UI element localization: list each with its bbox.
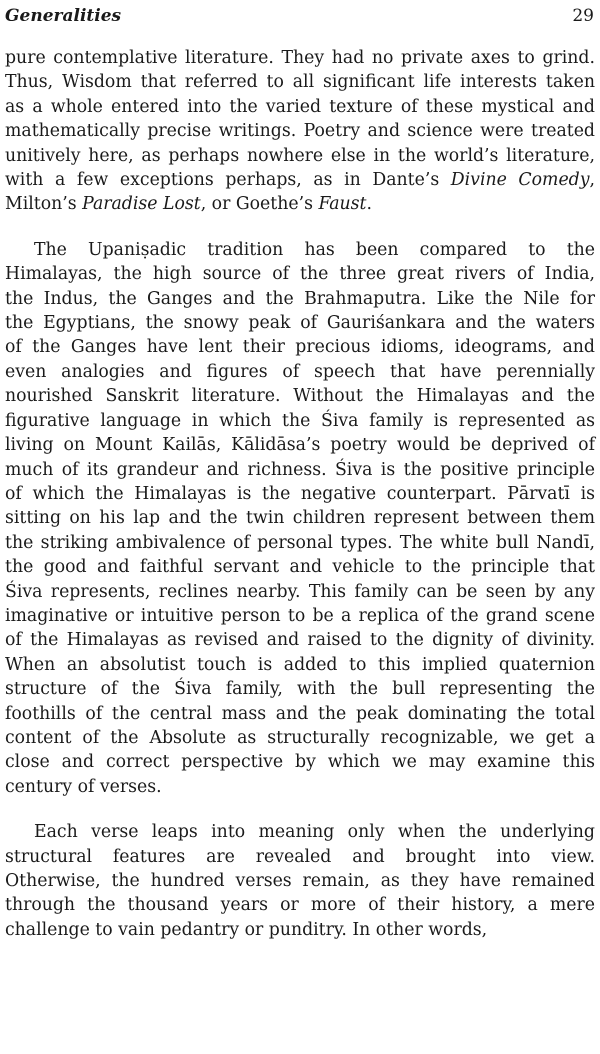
text-run: as a whole entered into the varied texture of these mystical and xyxy=(5,96,595,117)
text-run: unitively here, as perhaps nowhere else in the world’s literature, xyxy=(5,145,595,166)
chapter-title: Generalities xyxy=(5,6,122,26)
text-line xyxy=(5,70,595,94)
text-line xyxy=(5,893,595,917)
text-run: , or Goethe’s xyxy=(200,194,319,215)
text-line xyxy=(5,653,595,677)
text-run: figurative language in which the Śiva family is represented as xyxy=(5,410,595,431)
text-line xyxy=(5,677,595,701)
text-line xyxy=(5,95,595,119)
text-run: even analogies and figures of speech that have perennially xyxy=(5,361,595,382)
text-line xyxy=(5,775,595,799)
text-run: structural features are revealed and brought into view. xyxy=(5,846,595,867)
text-line xyxy=(5,726,595,750)
text-run: through the thousand years or more of their history, a mere xyxy=(5,895,595,916)
text-run: nourished Sanskrit literature. Without the Himalayas and the xyxy=(5,386,595,407)
text-run: Thus, Wisdom that referred to all significant life interests taken xyxy=(5,72,595,93)
text-line xyxy=(5,192,595,216)
text-run: with a few exceptions perhaps, as in Dante’s xyxy=(5,170,451,191)
text-line xyxy=(5,262,595,286)
text-run: imaginative or intuitive person to be a replica of the grand scene xyxy=(5,605,595,626)
text-line xyxy=(5,918,595,942)
text-run: mathematically precise writings. Poetry and science were treated xyxy=(5,121,595,142)
italic-title: Paradise Lost xyxy=(82,194,201,215)
text-run: close and correct perspective by which we may examine this xyxy=(5,752,595,773)
text-run: much of its grandeur and richness. Śiva is the positive principle xyxy=(5,459,595,480)
text-line xyxy=(5,845,595,869)
text-run: sitting on his lap and the twin children represent between them xyxy=(5,508,595,529)
text-line xyxy=(5,482,595,506)
text-run: . xyxy=(366,194,373,215)
text-run: Otherwise, the hundred verses remain, as they have remained xyxy=(5,871,595,891)
text-run: foothills of the central mass and the peak dominating the total xyxy=(5,703,595,724)
text-line xyxy=(5,869,595,893)
text-run: century of verses. xyxy=(5,776,162,797)
text-run: of the Himalayas as revised and raised to the dignity of divinity. xyxy=(5,630,595,651)
text-run: , xyxy=(589,170,595,191)
text-run: the striking ambivalence of personal types. The white bull Nandī, xyxy=(5,532,595,553)
text-line xyxy=(5,287,595,311)
text-line xyxy=(5,384,595,408)
text-line xyxy=(5,458,595,482)
running-header xyxy=(5,4,594,28)
text-line xyxy=(5,604,595,628)
text-line xyxy=(5,144,595,168)
text-run: the Indus, the Ganges and the Brahmaputra. Like the Nile for xyxy=(5,288,595,309)
text-run: Each verse leaps into meaning only when the underlying xyxy=(34,822,595,843)
paragraph xyxy=(5,820,595,942)
text-line xyxy=(5,409,595,433)
italic-title: Divine Comedy xyxy=(450,170,590,191)
text-line xyxy=(5,238,595,262)
text-line xyxy=(5,311,595,335)
text-line xyxy=(5,335,595,359)
text-line xyxy=(5,555,595,579)
text-run: living on Mount Kailās, Kālidāsa’s poetry would be deprived of xyxy=(5,435,595,456)
text-run: content of the Absolute as structurally recognizable, we get a xyxy=(5,727,595,748)
text-run: the good and faithful servant and vehicle to the principle that xyxy=(5,557,595,578)
text-line xyxy=(5,580,595,604)
text-run: the Egyptians, the snowy peak of Gauriśankara and the waters xyxy=(5,313,595,334)
page-number: 29 xyxy=(572,6,594,26)
text-run: Himalayas, the high source of the three great rivers of India, xyxy=(5,264,595,285)
text-run: challenge to vain pedantry or punditry. In other words, xyxy=(5,919,488,940)
paragraph xyxy=(5,46,595,217)
text-run: The Upaniṣadic tradition has been compared to the xyxy=(34,239,595,260)
text-line xyxy=(5,702,595,726)
text-line xyxy=(5,506,595,530)
body-text xyxy=(5,46,595,942)
text-line xyxy=(5,119,595,143)
text-line xyxy=(5,46,595,70)
text-line xyxy=(5,531,595,555)
text-line xyxy=(5,750,595,774)
text-run: When an absolutist touch is added to this implied quaternion xyxy=(5,654,595,675)
text-line xyxy=(5,360,595,384)
text-run: Śiva represents, reclines nearby. This family can be seen by any xyxy=(5,581,595,602)
text-run: structure of the Śiva family, with the bull representing the xyxy=(5,679,595,700)
text-line xyxy=(5,433,595,457)
italic-title: Faust xyxy=(318,194,367,215)
text-run: pure contemplative literature. They had no private axes to grind. xyxy=(5,48,595,68)
text-run: of the Ganges have lent their precious idioms, ideograms, and xyxy=(5,337,595,358)
text-run: of which the Himalayas is the negative counterpart. Pārvatī is xyxy=(5,483,595,504)
text-line xyxy=(5,628,595,652)
text-line xyxy=(5,820,595,844)
text-line xyxy=(5,168,595,192)
paragraph xyxy=(5,238,595,799)
text-run: Milton’s xyxy=(5,194,83,215)
